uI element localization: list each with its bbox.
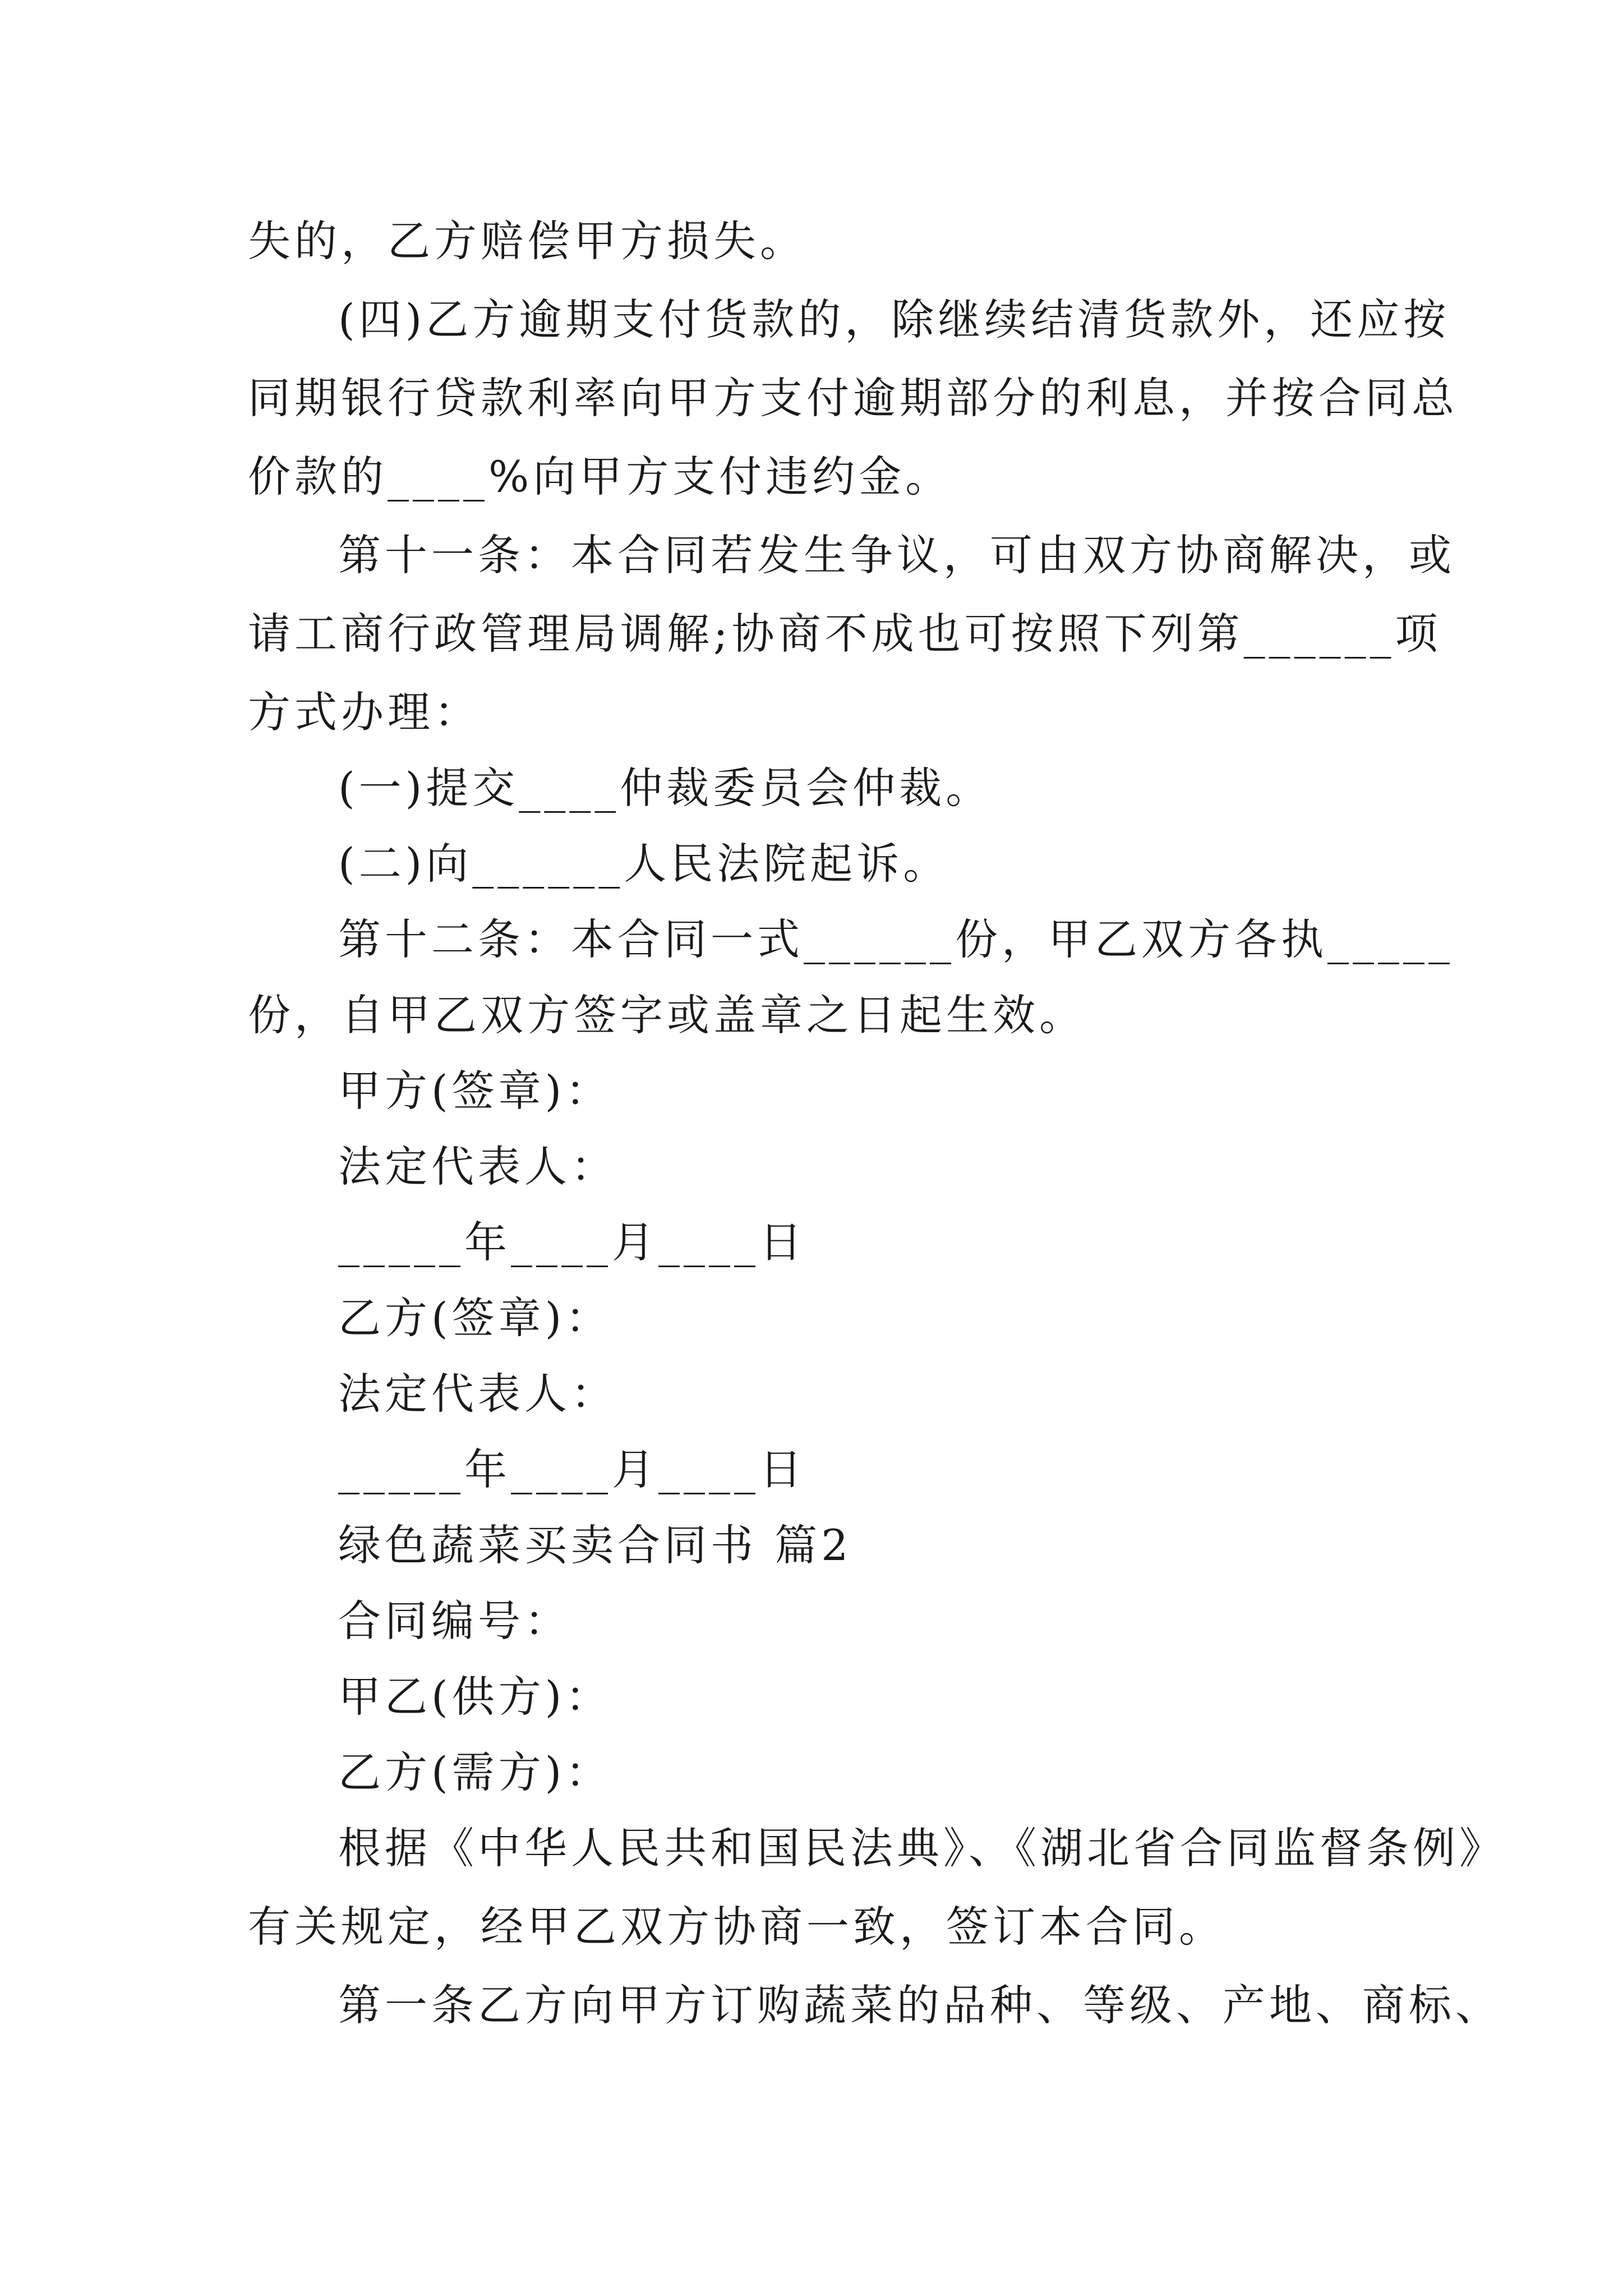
text-line: 根据《中华人民共和国民法典》、《湖北省合同监督条例》 <box>338 1823 1506 1873</box>
text-line: 第十二条：本合同一式______份，甲乙双方各执_____ <box>338 914 1454 964</box>
text-line: _____年____月____日 <box>338 1217 806 1267</box>
text-line: 乙方(签章)： <box>338 1293 612 1343</box>
text-line: 请工商行政管理局调解;协商不成也可按照下列第______项 <box>248 609 1442 659</box>
text-line: 方式办理： <box>248 687 481 737</box>
text-line: 法定代表人： <box>338 1369 617 1419</box>
text-line: (二)向______人民法院起诉。 <box>338 839 950 889</box>
text-line: 失的，乙方赔偿甲方损失。 <box>248 216 806 266</box>
text-line: _____年____月____日 <box>338 1444 806 1494</box>
text-line: 甲方(签章)： <box>338 1066 612 1116</box>
text-line: (四)乙方逾期支付货款的，除继续结清货款外，还应按 <box>338 295 1450 344</box>
text-line: 同期银行贷款利率向甲方支付逾期部分的利息，并按合同总 <box>248 373 1458 423</box>
text-line: (一)提交____仲裁委员会仲裁。 <box>338 763 993 813</box>
text-line: 第十一条：本合同若发生争议，可由双方协商解决，或 <box>338 530 1455 580</box>
text-line: 份，自甲乙双方签字或盖章之日起生效。 <box>248 990 1086 1040</box>
text-line: 有关规定，经甲乙双方协商一致，签订本合同。 <box>248 1902 1225 1952</box>
text-line: 甲乙(供方)： <box>338 1672 612 1722</box>
text-line: 乙方(需方)： <box>338 1747 612 1797</box>
text-line: 绿色蔬菜买卖合同书 篇2 <box>338 1520 852 1570</box>
text-line: 合同编号： <box>338 1596 571 1646</box>
text-line: 价款的____%向甲方支付违约金。 <box>248 452 952 501</box>
text-line: 第一条乙方向甲方订购蔬菜的品种、等级、产地、商标、 <box>338 1980 1502 2030</box>
text-line: 法定代表人： <box>338 1142 617 1191</box>
